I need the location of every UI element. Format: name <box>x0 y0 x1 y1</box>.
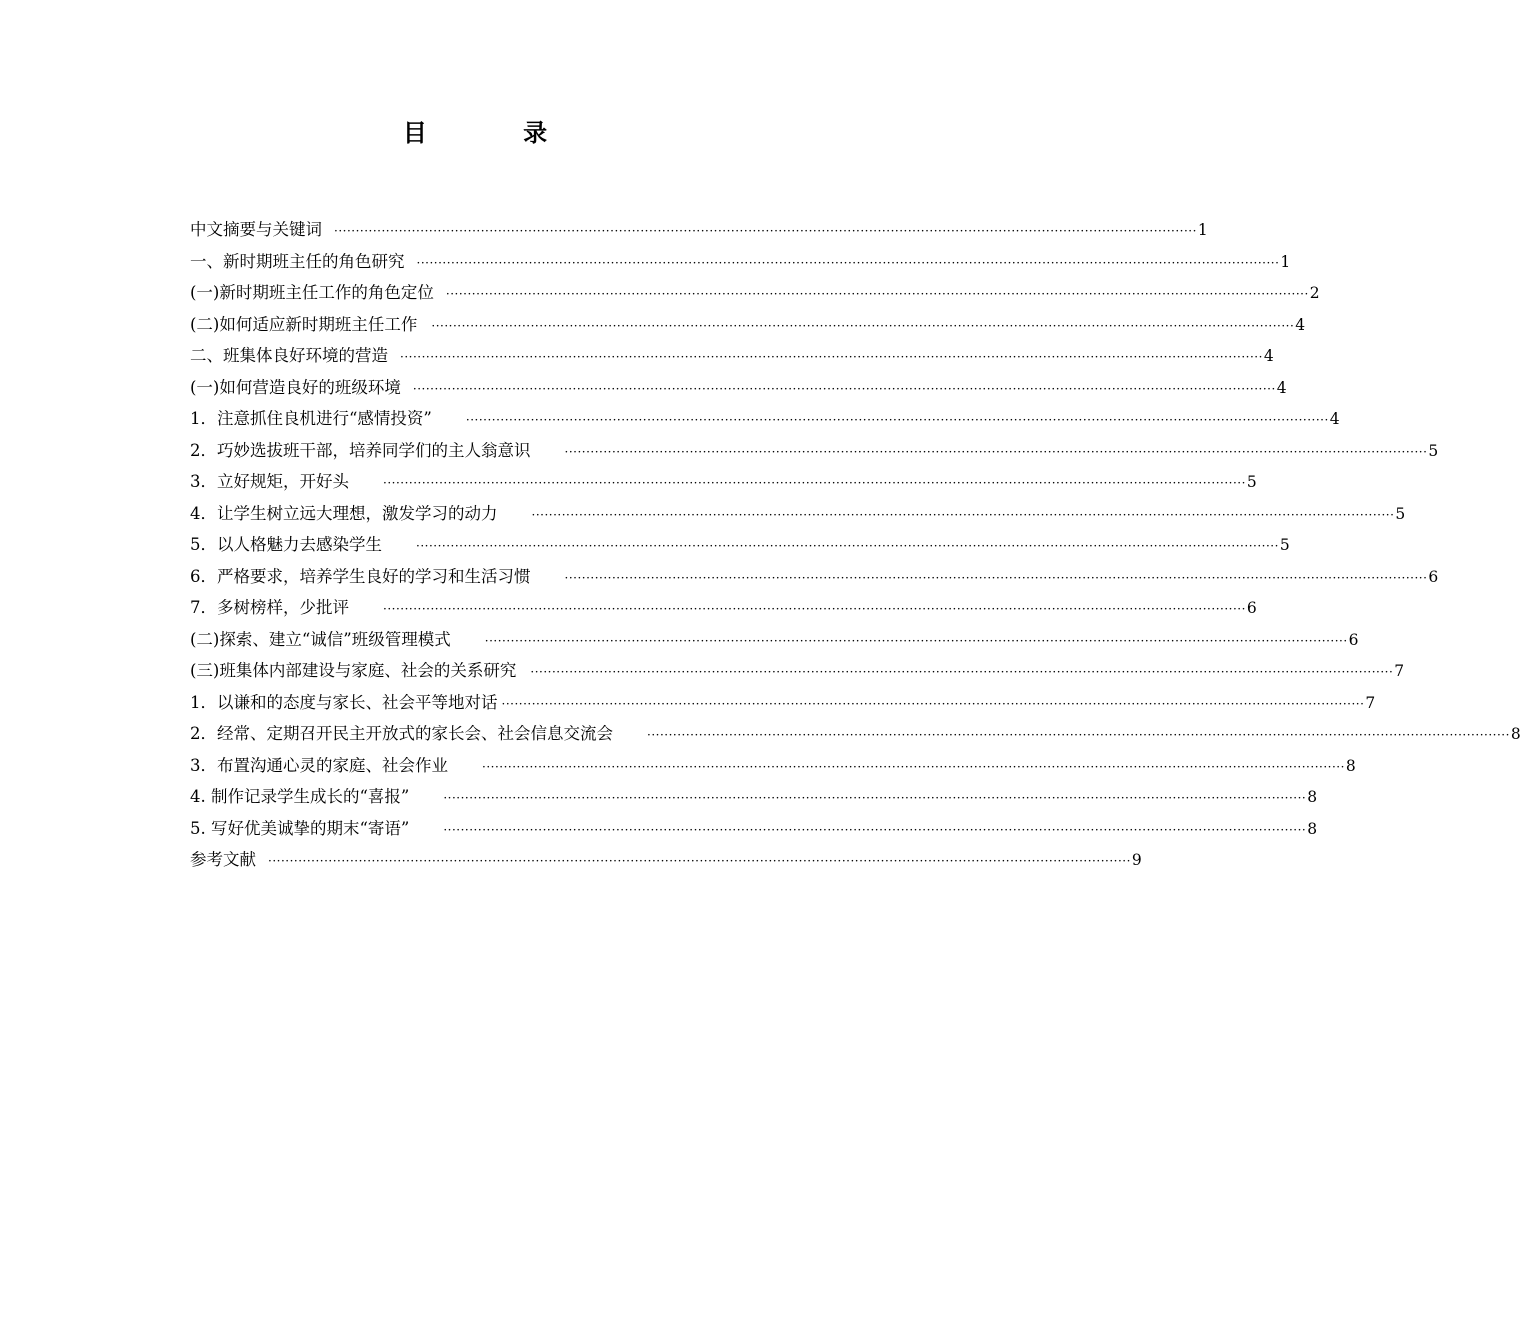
toc-entry[interactable] <box>190 689 1376 721</box>
page-title: 目 录 <box>402 119 592 147</box>
toc-entry-text: 一、新时期班主任的角色研究 <box>190 251 405 271</box>
toc-entry-text: (二)如何适应新时期班主任工作 <box>190 314 418 334</box>
toc-page-number: 8 <box>1307 788 1318 806</box>
toc-page-number: 8 <box>1307 819 1318 838</box>
table-of-contents <box>190 216 1521 878</box>
toc-entry-text: 3．立好规矩，开好头 <box>190 472 349 491</box>
toc-entry-text: 1．以谦和的态度与家长、社会平等地对话 <box>190 692 498 712</box>
toc-leader-dots: ········································································································································································································ <box>443 791 1307 805</box>
toc-entry-text: 参考文献 <box>190 850 256 869</box>
toc-leader-dots: ········································································································································································································ <box>443 822 1307 837</box>
toc-leader-dots: ········································································································································································································ <box>412 381 1276 396</box>
toc-leader-dots: ········································································································································································································ <box>383 602 1246 616</box>
toc-entry-text: 5．以人格魅力去感染学生 <box>190 535 382 554</box>
toc-entry-text: 3．布置沟通心灵的家庭、社会作业 <box>190 755 448 775</box>
toc-entry-text: 4．让学生树立远大理想，激发学习的动力 <box>190 503 498 523</box>
toc-leader-dots: ········································································································································································································ <box>431 318 1295 333</box>
toc-entry[interactable] <box>190 563 1439 595</box>
toc-leader-dots: ········································································································································································································ <box>400 350 1263 364</box>
toc-entry[interactable] <box>190 437 1439 469</box>
toc-page-number: 9 <box>1131 851 1142 869</box>
toc-entry[interactable] <box>190 594 1257 626</box>
toc-entry[interactable] <box>190 216 1208 248</box>
toc-entry-text: 二、班集体良好环境的营造 <box>190 346 388 365</box>
toc-page-number: 5 <box>1246 473 1257 491</box>
toc-entry-text: (一)如何营造良好的班级环境 <box>190 377 401 397</box>
toc-page-number: 4 <box>1276 378 1287 397</box>
toc-entry-text: 7．多树榜样，少批评 <box>190 598 349 617</box>
toc-entry[interactable] <box>190 279 1320 311</box>
toc-entry[interactable] <box>190 405 1340 437</box>
toc-leader-dots: ········································································································································································································ <box>465 413 1329 427</box>
toc-leader-dots: ········································································································································································································ <box>501 696 1365 711</box>
toc-page-number: 4 <box>1295 315 1306 334</box>
toc-page-number: 5 <box>1279 536 1290 554</box>
toc-leader-dots: ········································································································································································································ <box>530 665 1394 679</box>
toc-entry-text: 6．严格要求，培养学生良好的学习和生活习惯 <box>190 566 531 586</box>
toc-entry[interactable] <box>190 500 1406 532</box>
toc-entry-text: 1．注意抓住良机进行“感情投资” <box>190 409 432 428</box>
toc-entry[interactable] <box>190 720 1521 752</box>
toc-leader-dots: ········································································································································································································ <box>482 759 1345 774</box>
toc-page-number: 7 <box>1394 662 1405 680</box>
toc-entry[interactable] <box>190 752 1356 784</box>
toc-entry[interactable] <box>190 531 1290 563</box>
toc-leader-dots: ········································································································································································································ <box>564 570 1428 585</box>
toc-entry-text: 中文摘要与关键词 <box>190 220 322 239</box>
toc-entry[interactable] <box>190 657 1405 689</box>
toc-entry-text: 2．巧妙选拔班干部，培养同学们的主人翁意识 <box>190 440 531 460</box>
toc-entry-text: 5. 写好优美诚挚的期末“寄语” <box>190 818 410 838</box>
toc-leader-dots: ········································································································································································································ <box>484 633 1348 648</box>
toc-leader-dots: ········································································································································································································ <box>416 539 1279 553</box>
toc-page-number: 6 <box>1348 630 1359 649</box>
toc-leader-dots: ········································································································································································································ <box>647 728 1510 742</box>
toc-leader-dots: ········································································································································································································ <box>416 255 1280 270</box>
toc-entry[interactable] <box>190 342 1274 374</box>
toc-page-number: 5 <box>1395 504 1406 523</box>
toc-page-number: 2 <box>1309 284 1320 302</box>
toc-entry-text: (二)探索、建立“诚信”班级管理模式 <box>190 629 451 649</box>
toc-page-number: 7 <box>1365 693 1376 712</box>
toc-page-number: 6 <box>1428 567 1439 586</box>
toc-entry-text: 4. 制作记录学生成长的“喜报” <box>190 787 410 806</box>
toc-entry[interactable] <box>190 311 1306 343</box>
toc-page-number: 5 <box>1428 441 1439 460</box>
toc-leader-dots: ········································································································································································································ <box>564 444 1428 459</box>
toc-page-number: 1 <box>1280 252 1291 271</box>
toc-entry[interactable] <box>190 626 1359 658</box>
toc-entry[interactable] <box>190 783 1318 815</box>
toc-leader-dots: ········································································································································································································ <box>268 854 1131 868</box>
toc-entry[interactable] <box>190 815 1318 847</box>
toc-entry-text: (一)新时期班主任工作的角色定位 <box>190 283 434 302</box>
toc-leader-dots: ········································································································································································································ <box>445 287 1309 301</box>
toc-leader-dots: ········································································································································································································ <box>383 476 1246 490</box>
toc-leader-dots: ········································································································································································································ <box>334 224 1197 238</box>
toc-page-number: 8 <box>1345 756 1356 775</box>
toc-entry[interactable] <box>190 468 1257 500</box>
toc-entry-text: 2．经常、定期召开民主开放式的家长会、社会信息交流会 <box>190 724 613 743</box>
toc-page-number: 6 <box>1246 599 1257 617</box>
toc-entry[interactable] <box>190 374 1287 406</box>
toc-entry[interactable] <box>190 846 1142 878</box>
toc-leader-dots: ········································································································································································································ <box>531 507 1395 522</box>
toc-entry-text: (三)班集体内部建设与家庭、社会的关系研究 <box>190 661 517 680</box>
toc-entry[interactable] <box>190 248 1291 280</box>
toc-page-number: 4 <box>1263 347 1274 365</box>
toc-page-number: 8 <box>1510 725 1521 743</box>
toc-page-number: 1 <box>1197 221 1208 239</box>
toc-page-number: 4 <box>1329 410 1340 428</box>
